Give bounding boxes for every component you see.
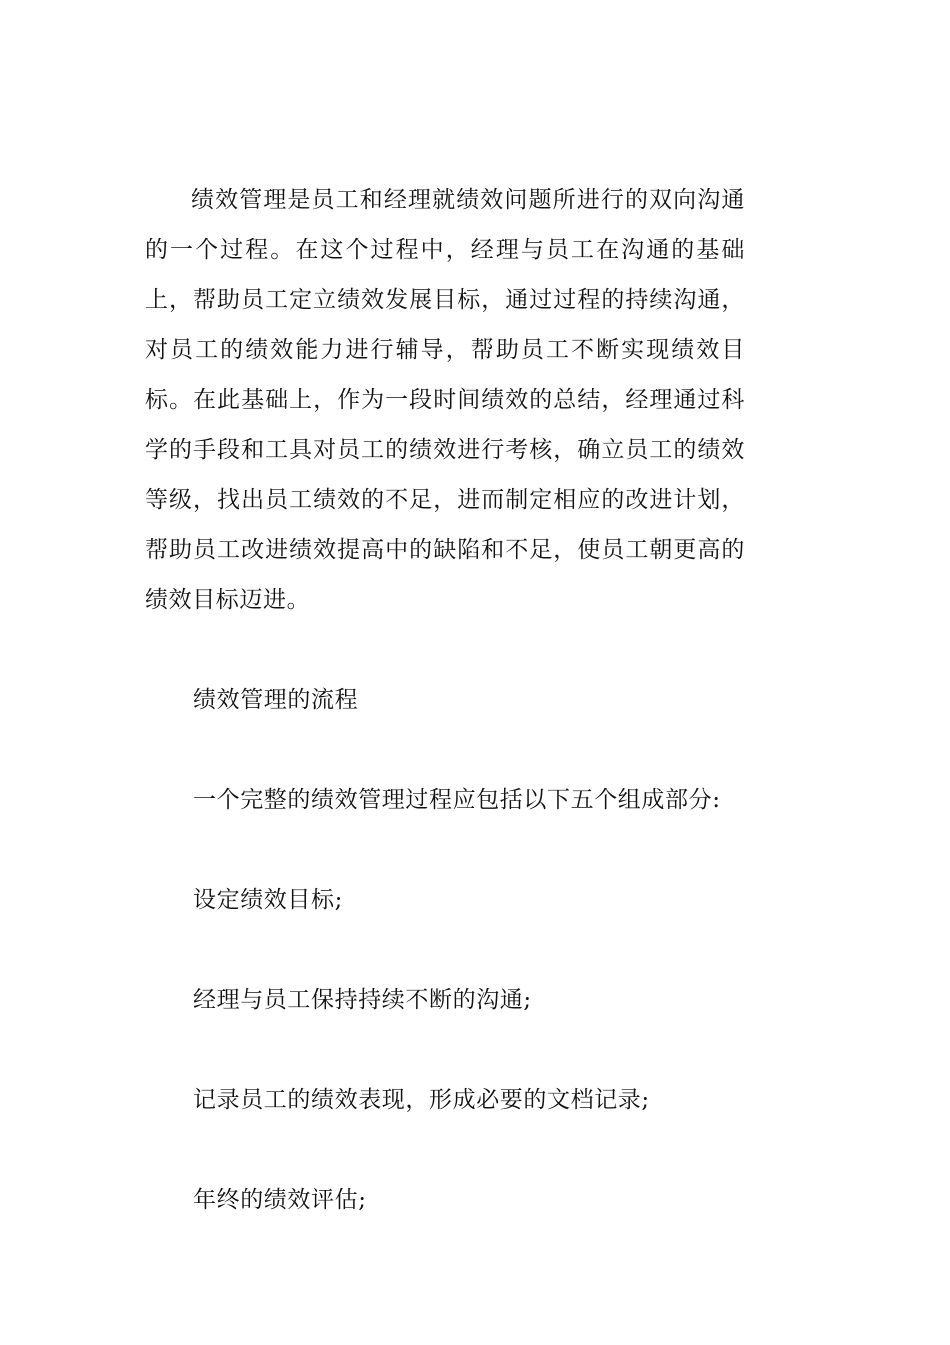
list-item-communication: 经理与员工保持持续不断的沟通; (193, 987, 532, 1013)
document-body (145, 175, 745, 1225)
section-heading: 绩效管理的流程 (193, 687, 359, 713)
list-item-goal-setting: 设定绩效目标; (193, 887, 343, 913)
body-paragraph: 绩效管理是员工和经理就绩效问题所进行的双向沟通的一个过程。在这个过程中，经理与员工在沟通的基础上，帮助员工定立绩效发展目标，通过过程的持续沟通，对员工的绩效能力进行辅导，帮助员工不断实现绩效目标。在此基础上，作为一段时间绩效的总结，经理通过科学的手段和工具对员工的绩效进行考核，确立员工的绩效等级，找出员工绩效的不足，进而制定相应的改进计划，帮助员工改进绩效提高中的缺陷和不足，使员工朝更高的绩效目标迈进。 (145, 187, 745, 613)
intro-line: 一个完整的绩效管理过程应包括以下五个组成部分: (193, 787, 721, 813)
list-item-documentation: 记录员工的绩效表现，形成必要的文档记录; (193, 1087, 650, 1113)
list-item-annual-evaluation: 年终的绩效评估; (193, 1187, 367, 1213)
